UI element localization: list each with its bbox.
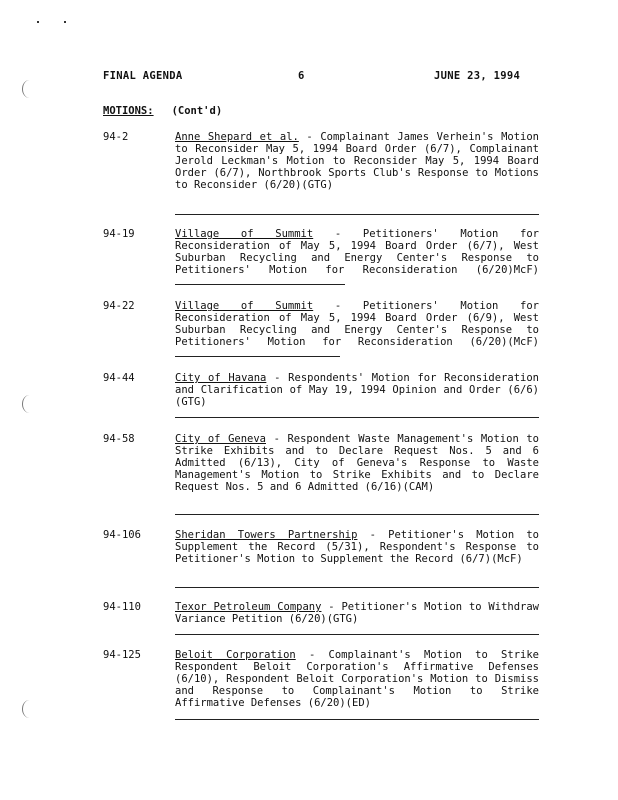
docket-number: 94-19 xyxy=(103,228,135,240)
motion-description: - Respondents' Motion for Reconsideration and Clarification of May 19, 1994 Opinion and Order (6/6)(GTG) xyxy=(175,372,539,409)
party-name: Village of Summit xyxy=(175,300,314,312)
signature-line xyxy=(175,587,539,588)
section-heading xyxy=(103,105,222,117)
entry-text xyxy=(175,372,539,408)
punch-hole-mark xyxy=(22,395,37,413)
motion-description: - Complainant's Motion to Strike Respondent Beloit Corporation's Affirmative Defenses (6/10), Respondent Beloit Corporation's Motion to Dismiss and Response to Complainant's Motion to Strike Affirmative Defenses (6/20)(ED) xyxy=(175,649,539,710)
entry-text xyxy=(175,649,539,709)
signature-line xyxy=(175,283,345,285)
party-name: Texor Petroleum Company xyxy=(175,601,322,613)
motion-description: - Respondent Waste Management's Motion to Strike Exhibits and to Declare Request Nos. 5 and 6 Admitted (6/13), City of Geneva's Response to Waste Management's Motion to Strike Exhibits and to Declare Request Nos. 5 and 6 Admitted (6/16)(CAM) xyxy=(175,433,539,494)
motion-description: - Petitioner's Motion to Withdraw Variance Petition (6/20)(GTG) xyxy=(175,601,539,626)
signature-line xyxy=(175,719,539,720)
motion-description: - Petitioners' Motion for Reconsideration of May 5, 1994 Board Order (6/7), West Suburban Recycling and Energy Center's Response to Petitioners' Motion for Reconsideration (6/20)McF) xyxy=(175,228,539,277)
agenda-date: JUNE 23, 1994 xyxy=(434,70,521,82)
agenda-title: FINAL AGENDA xyxy=(103,70,183,82)
motion-description: - Petitioners' Motion for Reconsideration of May 5, 1994 Board Order (6/9), West Suburban Recycling and Energy Center's Response to Petitioners' Motion for Reconsideration (6/20)(McF) xyxy=(175,300,539,349)
signature-line xyxy=(175,417,539,418)
docket-number: 94-22 xyxy=(103,300,135,312)
section-continued: (Cont'd) xyxy=(171,105,223,117)
party-name: City of Havana xyxy=(175,372,267,384)
entry-text xyxy=(175,300,539,360)
docket-number: 94-110 xyxy=(103,601,141,613)
motion-description: - Petitioner's Motion to Supplement the Record (5/31), Respondent's Response to Petitioner's Motion to Supplement the Record (6/7)(McF) xyxy=(175,529,539,566)
party-name: Village of Summit xyxy=(175,228,314,240)
docket-number: 94-2 xyxy=(103,131,129,143)
entry-text xyxy=(175,228,539,288)
entry-text xyxy=(175,131,539,191)
punch-hole-mark xyxy=(22,700,37,718)
entry-text xyxy=(175,601,539,625)
docket-number: 94-106 xyxy=(103,529,141,541)
scan-speck xyxy=(64,21,66,23)
entry-text xyxy=(175,433,539,493)
motion-description: - Complainant James Verhein's Motion to Reconsider May 5, 1994 Board Order (6/7), Complainant Jerold Leckman's Motion to Reconsider May 5, 1994 Board Order (6/7), Northbrook Sports Club's Response to Motions to Reconsider (6/20)(GTG) xyxy=(175,131,539,192)
punch-hole-mark xyxy=(22,80,37,98)
docket-number: 94-125 xyxy=(103,649,141,661)
scan-speck xyxy=(37,21,39,23)
section-label: MOTIONS: xyxy=(103,105,154,117)
signature-line xyxy=(175,355,340,357)
party-name: Sheridan Towers Partnership xyxy=(175,529,358,541)
docket-number: 94-44 xyxy=(103,372,135,384)
party-name: Anne Shepard et al. xyxy=(175,131,299,143)
party-name: City of Geneva xyxy=(175,433,266,445)
docket-number: 94-58 xyxy=(103,433,135,445)
signature-line xyxy=(175,634,539,635)
party-name: Beloit Corporation xyxy=(175,649,296,661)
page-number: 6 xyxy=(298,70,305,82)
signature-line xyxy=(175,214,539,215)
signature-line xyxy=(175,514,539,515)
entry-text xyxy=(175,529,539,565)
